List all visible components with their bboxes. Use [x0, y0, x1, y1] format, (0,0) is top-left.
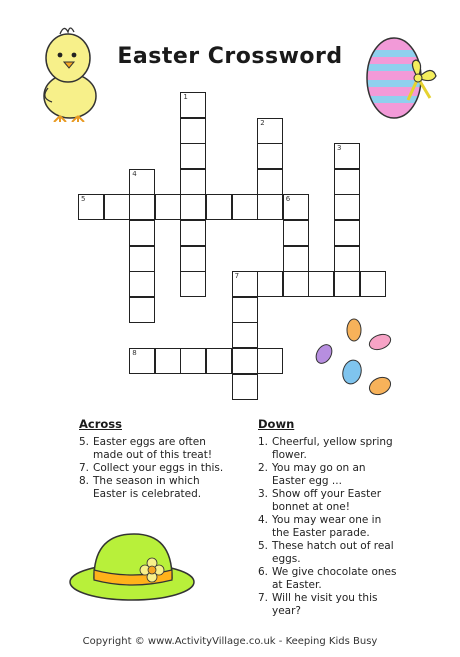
clue-across-5: 5. Easter eggs are often made out of this treat!	[79, 436, 213, 461]
grid-cell[interactable]	[257, 169, 283, 195]
grid-cell[interactable]	[257, 348, 283, 374]
clue-across-7: 7. Collect your eggs in this.	[79, 462, 224, 474]
grid-cell[interactable]	[232, 348, 258, 374]
grid-cell[interactable]	[180, 271, 206, 297]
jelly-beans-icon	[312, 312, 404, 404]
grid-cell[interactable]	[232, 374, 258, 400]
grid-cell[interactable]	[206, 194, 232, 220]
clue-number: 8	[132, 349, 137, 357]
grid-cell[interactable]	[129, 169, 155, 195]
clue-down-3: 3. Show off your Easter bonnet at one!	[258, 488, 382, 513]
grid-cell[interactable]	[283, 271, 309, 297]
page-title: Easter Crossword	[117, 44, 343, 69]
clue-number: 1	[183, 93, 188, 101]
clue-down-1: 1. Cheerful, yellow spring flower.	[258, 436, 393, 461]
clue-number: 5	[81, 195, 86, 204]
grid-cell[interactable]	[155, 348, 181, 374]
grid-cell[interactable]	[180, 348, 206, 374]
across-heading: Across	[79, 417, 122, 431]
grid-cell[interactable]	[257, 271, 283, 297]
grid-cell[interactable]	[78, 194, 104, 220]
clue-number: 2	[260, 118, 265, 127]
clue-down-5: 5. These hatch out of real eggs.	[258, 540, 394, 565]
grid-cell[interactable]	[334, 194, 360, 220]
grid-cell[interactable]	[180, 246, 206, 272]
down-heading: Down	[258, 417, 295, 431]
grid-cell[interactable]	[283, 220, 309, 246]
clue-number: 4	[132, 169, 137, 178]
grid-cell[interactable]	[180, 194, 206, 220]
grid-cell[interactable]	[334, 246, 360, 272]
grid-cell[interactable]	[308, 271, 334, 297]
clue-number: 6	[285, 195, 291, 204]
down-clues	[258, 418, 398, 618]
clue-down-6: 6. We give chocolate ones at Easter.	[258, 566, 397, 591]
chick-icon	[38, 22, 100, 122]
grid-cell[interactable]	[180, 143, 206, 169]
grid-cell[interactable]	[257, 143, 283, 169]
grid-cell[interactable]	[180, 169, 206, 195]
grid-cell[interactable]	[129, 246, 155, 272]
clue-across-8: 8. The season in which Easter is celebrated.	[79, 475, 202, 500]
clue-number: 3	[337, 144, 342, 153]
grid-cell[interactable]	[283, 246, 309, 272]
grid-cell[interactable]	[283, 194, 309, 220]
clue-down-4: 4. You may wear one in the Easter parade.	[258, 514, 382, 539]
easter-egg-icon	[362, 28, 444, 128]
grid-cell[interactable]	[129, 220, 155, 246]
grid-cell[interactable]	[334, 271, 360, 297]
grid-cell[interactable]	[334, 169, 360, 195]
grid-cell[interactable]	[232, 297, 258, 323]
clue-number: 7	[234, 272, 240, 281]
grid-cell[interactable]	[232, 194, 258, 220]
grid-cell[interactable]	[129, 194, 155, 220]
grid-cell[interactable]	[334, 143, 360, 169]
clue-down-7: 7. Will he visit you this year?	[258, 592, 378, 617]
grid-cell[interactable]	[104, 194, 130, 220]
grid-cell[interactable]	[180, 92, 206, 118]
across-clues	[79, 418, 234, 501]
grid-cell[interactable]	[180, 220, 206, 246]
copyright-footer: Copyright © www.ActivityVillage.co.uk - Keeping Kids Busy	[82, 636, 378, 647]
grid-cell[interactable]	[360, 271, 386, 297]
grid-cell[interactable]	[129, 271, 155, 297]
easter-bonnet-icon	[66, 526, 198, 606]
grid-cell[interactable]	[155, 194, 181, 220]
grid-cell[interactable]	[129, 297, 155, 323]
grid-cell[interactable]	[129, 348, 155, 374]
grid-cell[interactable]	[206, 348, 232, 374]
grid-cell[interactable]	[257, 194, 283, 220]
grid-cell[interactable]	[334, 220, 360, 246]
clue-down-2: 2. You may go on an Easter egg ...	[258, 462, 366, 487]
grid-cell[interactable]	[232, 322, 258, 348]
grid-cell[interactable]	[180, 118, 206, 144]
grid-cell[interactable]	[232, 271, 258, 297]
grid-cell[interactable]	[257, 118, 283, 144]
